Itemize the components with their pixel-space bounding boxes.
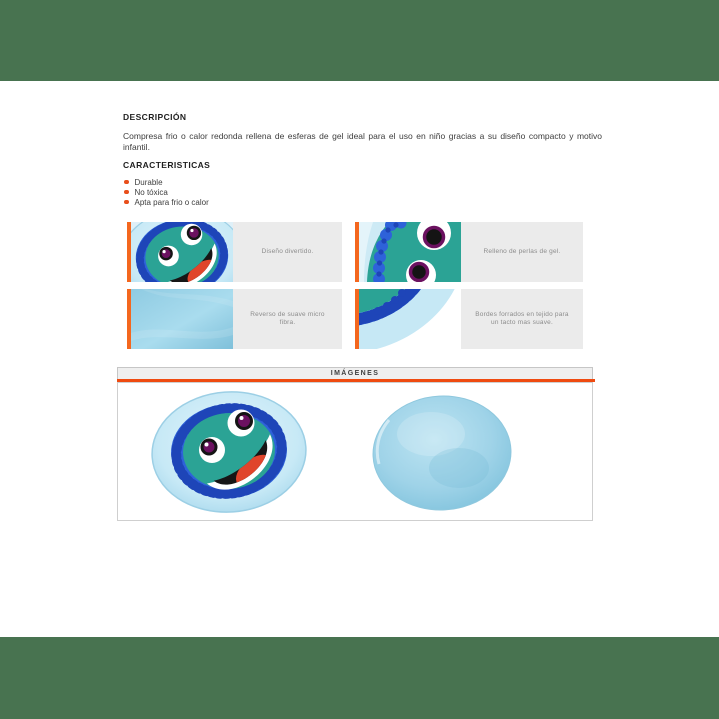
description-heading: DESCRIPCIÓN [123, 112, 187, 122]
letterbox-bottom-bar [0, 637, 719, 719]
feature-caption: Reverso de suave micro fibra. [233, 289, 342, 349]
feature-caption: Bordes forrados en tejido para un tacto mas suave. [461, 289, 583, 349]
list-item-label: No tóxica [134, 187, 168, 197]
description-text: Compresa frio o calor redonda rellena de esferas de gel ideal para el uso en niño gracias a su diseño compacto y motivo infantil. [123, 131, 602, 152]
product-back-image [371, 394, 513, 512]
fabric-edge-closeup-image [359, 289, 461, 349]
bullet-icon [124, 200, 129, 205]
product-front-image [149, 390, 309, 515]
feature-caption: Relleno de perlas de gel. [461, 222, 583, 282]
product-images-panel [117, 382, 593, 521]
list-item [124, 197, 209, 207]
bullet-icon [124, 180, 129, 185]
letterbox-top-bar [0, 0, 719, 81]
product-front-closeup-image [131, 222, 233, 282]
characteristics-heading: CARACTERISTICAS [123, 160, 211, 170]
feature-card [355, 222, 583, 282]
images-section-title: IMÁGENES [330, 370, 380, 377]
feature-card [355, 289, 583, 349]
features-grid [127, 222, 583, 349]
list-item [124, 177, 209, 187]
feature-card [127, 289, 342, 349]
list-item-label: Durable [134, 177, 163, 187]
gel-beads-eyes-closeup-image [359, 222, 461, 282]
characteristics-list [124, 177, 209, 207]
bullet-icon [124, 190, 129, 195]
feature-card [127, 222, 342, 282]
list-item-label: Apta para frio o calor [134, 197, 209, 207]
list-item [124, 187, 209, 197]
feature-caption: Diseño divertido. [233, 222, 342, 282]
microfiber-back-texture-image [131, 289, 233, 349]
